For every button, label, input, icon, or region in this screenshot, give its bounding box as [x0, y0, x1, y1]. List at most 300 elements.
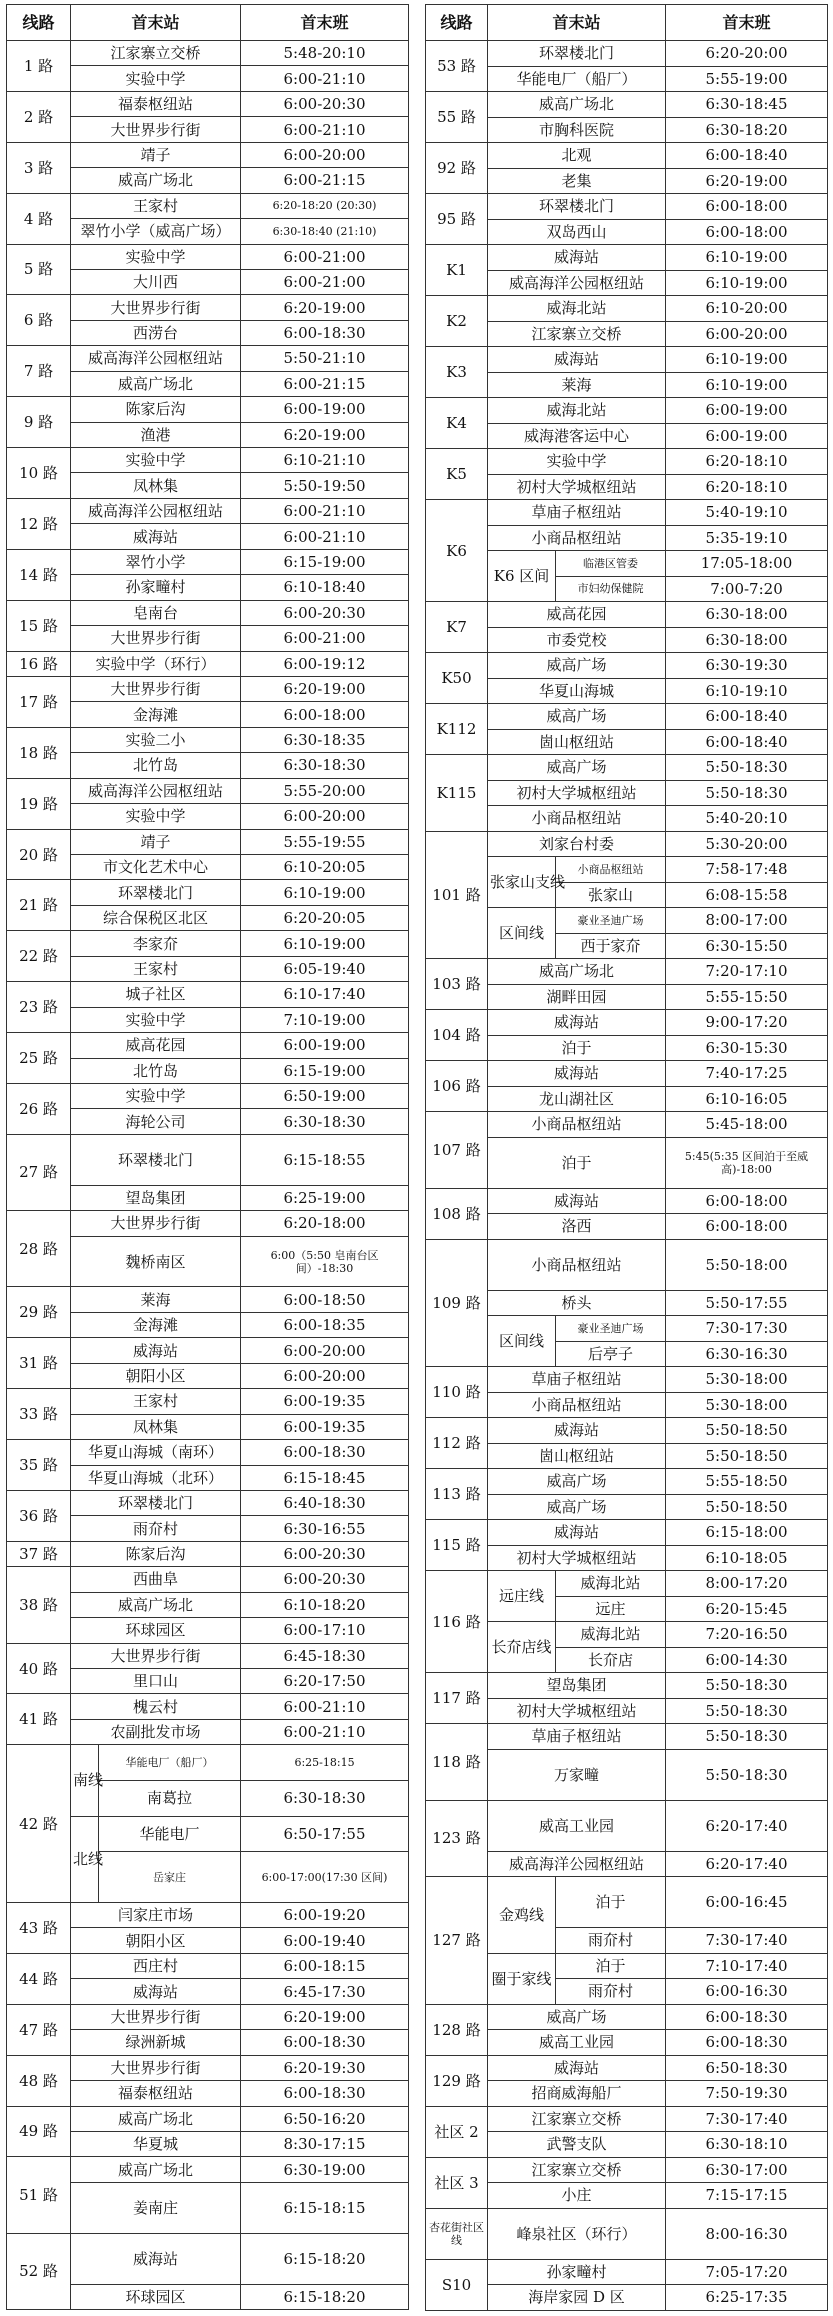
schedule-cell: 6:20-19:00 — [241, 676, 409, 701]
schedule-cell: 6:00-21:10 — [241, 1719, 409, 1744]
schedule-cell: 6:20-17:40 — [666, 1851, 828, 1877]
route-number: 115 路 — [426, 1520, 488, 1571]
schedule-cell: 西曲阜 — [71, 1567, 241, 1592]
table-row — [426, 2004, 828, 2030]
schedule-cell: 华夏山海城（南环） — [71, 1440, 241, 1465]
table-row — [7, 778, 409, 803]
schedule-cell: 6:20-18:10 — [666, 449, 828, 475]
schedule-cell: 江家寨立交桥 — [488, 321, 666, 347]
table-row — [426, 1520, 828, 1546]
table-row — [7, 1745, 409, 1781]
schedule-cell: 雨夼村 — [556, 1928, 666, 1954]
route-number: 43 路 — [7, 1903, 71, 1954]
schedule-cell: 闫家庄市场 — [71, 1903, 241, 1928]
schedule-cell: 远庄 — [556, 1596, 666, 1622]
route-branch: 南线 — [71, 1745, 99, 1816]
schedule-cell: 5:45-18:00 — [666, 1112, 828, 1138]
schedule-cell: 6:00-18:30 — [241, 2030, 409, 2055]
route-number: 104 路 — [426, 1010, 488, 1061]
schedule-cell: 杏花街社区线 — [426, 2208, 488, 2259]
schedule-cell: 长夼店 — [556, 1647, 666, 1673]
table-row — [426, 2157, 828, 2183]
schedule-cell: 6:00-18:00 — [666, 1188, 828, 1214]
schedule-cell: 威海站 — [71, 524, 241, 549]
schedule-cell: 6:00-16:30 — [666, 1979, 828, 2005]
schedule-cell: 7:20-16:50 — [666, 1622, 828, 1648]
schedule-cell: 6:00-18:15 — [241, 1953, 409, 1978]
route-number: K7 — [426, 602, 488, 653]
schedule-cell: 雨夼村 — [556, 1979, 666, 2005]
table-row — [7, 1211, 409, 1236]
table-row — [426, 831, 828, 857]
schedule-cell: 6:05-19:40 — [241, 956, 409, 981]
schedule-cell: 实验中学 — [71, 66, 241, 91]
schedule-cell: 5:50-18:00 — [666, 1239, 828, 1290]
table-row — [7, 346, 409, 371]
table-row — [426, 245, 828, 271]
schedule-cell: 大世界步行街 — [71, 117, 241, 142]
route-number: 14 路 — [7, 549, 71, 600]
table-row — [7, 1033, 409, 1058]
schedule-cell: 北竹岛 — [71, 753, 241, 778]
table-row — [7, 142, 409, 167]
schedule-cell: 魏桥南区 — [71, 1236, 241, 1287]
table-row — [426, 1188, 828, 1214]
table-row — [426, 1877, 828, 1928]
route-number: 109 路 — [426, 1239, 488, 1367]
schedule-cell: 区间线 — [488, 1316, 556, 1367]
schedule-cell: 6:50-16:20 — [241, 2106, 409, 2131]
schedule-cell: 6:10-21:10 — [241, 448, 409, 473]
schedule-cell: 6:10-18:05 — [666, 1545, 828, 1571]
table-row — [426, 602, 828, 628]
schedule-cell: 峰泉社区（环行） — [488, 2208, 666, 2259]
table-row — [426, 41, 828, 67]
schedule-cell: 17:05-18:00 — [666, 551, 828, 577]
schedule-cell: 环翠楼北门 — [71, 1134, 241, 1185]
route-number: 117 路 — [426, 1673, 488, 1724]
table-row — [426, 704, 828, 730]
table-row — [7, 982, 409, 1007]
schedule-cell: 6:10-19:10 — [666, 678, 828, 704]
table-row — [426, 1724, 828, 1750]
schedule-cell: 江家寨立交桥 — [488, 2157, 666, 2183]
schedule-cell: 皂南台 — [71, 600, 241, 625]
schedule-cell: 6:20-19:30 — [241, 2055, 409, 2080]
schedule-cell: 6:00-18:30 — [241, 320, 409, 345]
route-number: 10 路 — [7, 448, 71, 499]
route-number: 3 路 — [7, 142, 71, 193]
schedule-cell: 6:00-18:35 — [241, 1312, 409, 1337]
route-number: 112 路 — [426, 1418, 488, 1469]
table-row — [7, 2157, 409, 2182]
table-row — [7, 1643, 409, 1668]
table-row — [426, 500, 828, 526]
route-number: 47 路 — [7, 2004, 71, 2055]
route-number: 116 路 — [426, 1571, 488, 1673]
schedule-cell: 威海站 — [488, 1188, 666, 1214]
table-row — [7, 931, 409, 956]
schedule-cell: 6:10-18:20 — [241, 1592, 409, 1617]
schedule-cell: 6:30-18:35 — [241, 727, 409, 752]
schedule-cell: 威海北站 — [556, 1571, 666, 1597]
table-row — [7, 1490, 409, 1515]
schedule-cell: 6:00-19:00 — [241, 1033, 409, 1058]
schedule-cell: 6:00-19:20 — [241, 1903, 409, 1928]
schedule-cell: 5:55-19:00 — [666, 66, 828, 92]
table-row — [426, 398, 828, 424]
schedule-cell: 6:10-20:05 — [241, 855, 409, 880]
schedule-cell: 6:00-20:00 — [241, 1363, 409, 1388]
schedule-cell: 综合保税区北区 — [71, 905, 241, 930]
schedule-cell: 小商品枢纽站 — [488, 806, 666, 832]
header-route: 线路 — [426, 5, 488, 41]
schedule-table-left — [6, 4, 409, 2310]
schedule-cell: 威海站 — [488, 2055, 666, 2081]
schedule-cell: 6:30-15:50 — [666, 933, 828, 959]
schedule-cell: 望岛集团 — [71, 1185, 241, 1210]
table-row — [7, 1694, 409, 1719]
schedule-cell: 实验中学 — [71, 244, 241, 269]
schedule-cell: 大世界步行街 — [71, 2004, 241, 2029]
route-number: 52 路 — [7, 2233, 71, 2309]
schedule-cell: 5:50-17:55 — [666, 1290, 828, 1316]
schedule-cell: 环翠楼北门 — [71, 1490, 241, 1515]
schedule-cell: 环翠楼北门 — [488, 194, 666, 220]
schedule-cell: 6:00-21:00 — [241, 244, 409, 269]
schedule-cell: 6:30-16:30 — [666, 1341, 828, 1367]
schedule-cell: 望岛集团 — [488, 1673, 666, 1699]
table-row — [426, 2106, 828, 2132]
schedule-cell: 金鸡线 — [488, 1877, 556, 1954]
schedule-cell: 实验中学 — [71, 1007, 241, 1032]
schedule-cell: 6:00-17:00(17:30 区间) — [241, 1852, 409, 1903]
schedule-cell: 西庄村 — [71, 1953, 241, 1978]
table-row — [7, 880, 409, 905]
schedule-cell: 威海站 — [488, 1520, 666, 1546]
schedule-cell: 华能电厂（船厂） — [488, 66, 666, 92]
schedule-cell: 威海站 — [71, 2233, 241, 2284]
schedule-cell: 市委党校 — [488, 627, 666, 653]
schedule-cell: 6:10-19:00 — [666, 245, 828, 271]
route-number: 27 路 — [7, 1134, 71, 1210]
schedule-cell: 威高广场 — [488, 704, 666, 730]
schedule-cell: 5:55-15:50 — [666, 984, 828, 1010]
schedule-cell: 豪业圣迪广场 — [556, 908, 666, 934]
schedule-cell: 福泰枢纽站 — [71, 91, 241, 116]
schedule-cell: 6:30-18:20 — [666, 117, 828, 143]
schedule-cell: 威高广场 — [488, 1494, 666, 1520]
table-row — [426, 1673, 828, 1699]
table-row — [7, 244, 409, 269]
schedule-cell: 崮山枢纽站 — [488, 729, 666, 755]
schedule-cell: 6:25-19:00 — [241, 1185, 409, 1210]
route-number: 44 路 — [7, 1953, 71, 2004]
route-number: 37 路 — [7, 1541, 71, 1566]
schedule-cell: 张家山 — [556, 882, 666, 908]
schedule-cell: 6:00-21:00 — [241, 269, 409, 294]
schedule-cell: 6:30-19:00 — [241, 2157, 409, 2182]
route-number: 40 路 — [7, 1643, 71, 1694]
schedule-cell: 6:30-15:30 — [666, 1035, 828, 1061]
schedule-cell: 威高花园 — [488, 602, 666, 628]
schedule-cell: 威高广场北 — [71, 1592, 241, 1617]
table-row — [426, 1112, 828, 1138]
schedule-cell: 威高广场北 — [71, 371, 241, 396]
schedule-cell: 华能电厂 — [99, 1816, 241, 1852]
schedule-cell: 7:30-17:30 — [666, 1316, 828, 1342]
schedule-cell: 威海港客运中心 — [488, 423, 666, 449]
table-header-row — [426, 5, 828, 41]
schedule-cell: 小庄 — [488, 2183, 666, 2209]
schedule-cell: 孙家疃村 — [71, 575, 241, 600]
schedule-cell: 远庄线 — [488, 1571, 556, 1622]
schedule-cell: 6:00-20:30 — [241, 91, 409, 116]
route-number: K2 — [426, 296, 488, 347]
schedule-cell: 7:30-17:40 — [666, 1928, 828, 1954]
schedule-cell: 6:10-17:40 — [241, 982, 409, 1007]
table-row — [7, 1567, 409, 1592]
schedule-cell: 环翠楼北门 — [71, 880, 241, 905]
schedule-cell: 威高广场 — [488, 1469, 666, 1495]
table-row — [7, 295, 409, 320]
schedule-cell: 7:05-17:20 — [666, 2259, 828, 2285]
schedule-cell: 6:00-21:10 — [241, 1694, 409, 1719]
schedule-cell: 7:58-17:48 — [666, 857, 828, 883]
schedule-cell: 威海北站 — [488, 296, 666, 322]
schedule-cell: 6:00-18:50 — [241, 1287, 409, 1312]
schedule-cell: 威高广场 — [488, 653, 666, 679]
schedule-cell: 初村大学城枢纽站 — [488, 474, 666, 500]
schedule-cell: 湖畔田园 — [488, 984, 666, 1010]
schedule-cell: 6:25-17:35 — [666, 2285, 828, 2311]
route-branch: 北线 — [71, 1816, 99, 1902]
table-row — [426, 449, 828, 475]
schedule-cell: 威海站 — [488, 347, 666, 373]
schedule-cell: 6:15-18:45 — [241, 1465, 409, 1490]
route-number: 107 路 — [426, 1112, 488, 1189]
schedule-cell: 6:20-19:00 — [241, 2004, 409, 2029]
schedule-cell: 陈家后沟 — [71, 397, 241, 422]
schedule-cell: 草庙子枢纽站 — [488, 1367, 666, 1393]
route-number: K4 — [426, 398, 488, 449]
table-row — [7, 41, 409, 66]
schedule-cell: 5:55-19:55 — [241, 829, 409, 854]
route-number: 55 路 — [426, 92, 488, 143]
schedule-cell: 泊于 — [556, 1953, 666, 1979]
schedule-cell: 威高广场北 — [71, 168, 241, 193]
schedule-cell: 王家村 — [71, 956, 241, 981]
schedule-cell: 6:00-18:30 — [241, 2081, 409, 2106]
schedule-cell: 里口山 — [71, 1669, 241, 1694]
schedule-cell: 小商品枢纽站 — [488, 525, 666, 551]
schedule-cell: 刘家台村委 — [488, 831, 666, 857]
schedule-cell: 福泰枢纽站 — [71, 2081, 241, 2106]
schedule-cell: 5:50-21:10 — [241, 346, 409, 371]
schedule-cell: 靖子 — [71, 829, 241, 854]
table-row — [7, 2055, 409, 2080]
schedule-cell: 6:00-20:00 — [666, 321, 828, 347]
schedule-cell: 大世界步行街 — [71, 295, 241, 320]
table-row — [7, 1953, 409, 1978]
schedule-cell: 6:00-21:15 — [241, 168, 409, 193]
schedule-cell: 6:00-20:30 — [241, 1567, 409, 1592]
header-times: 首末班 — [666, 5, 828, 41]
schedule-cell: 洛西 — [488, 1214, 666, 1240]
schedule-cell: 威高花园 — [71, 1033, 241, 1058]
table-header-row — [7, 5, 409, 41]
schedule-cell: 6:00-18:00 — [666, 219, 828, 245]
schedule-cell: 5:50-18:50 — [666, 1418, 828, 1444]
schedule-cell: 老集 — [488, 168, 666, 194]
schedule-cell: 5:50-18:50 — [666, 1443, 828, 1469]
schedule-cell: 武警支队 — [488, 2132, 666, 2158]
route-number: 129 路 — [426, 2055, 488, 2106]
schedule-cell: 5:45(5:35 区间泊于至威高)-18:00 — [666, 1137, 828, 1188]
schedule-cell: 翠竹小学（威高广场） — [71, 219, 241, 244]
route-number: 113 路 — [426, 1469, 488, 1520]
header-stations: 首末站 — [488, 5, 666, 41]
schedule-cell: 小商品枢纽站 — [556, 857, 666, 883]
route-number: S10 — [426, 2259, 488, 2310]
schedule-cell: 5:50-18:30 — [666, 1698, 828, 1724]
schedule-cell: 5:50-18:30 — [666, 755, 828, 781]
schedule-cell: 6:15-18:15 — [241, 2182, 409, 2233]
schedule-cell: 6:00-21:10 — [241, 498, 409, 523]
table-row — [7, 1541, 409, 1566]
schedule-cell: 环翠楼北门 — [488, 41, 666, 67]
schedule-cell: 万家疃 — [488, 1749, 666, 1800]
table-row — [7, 1287, 409, 1312]
route-number: 4 路 — [7, 193, 71, 244]
schedule-cell: 姜南庄 — [71, 2182, 241, 2233]
schedule-cell: 实验中学 — [71, 448, 241, 473]
route-number: 103 路 — [426, 959, 488, 1010]
table-row — [426, 1418, 828, 1444]
schedule-cell: 6:30-18:30 — [241, 1109, 409, 1134]
schedule-cell: 长夼店线 — [488, 1622, 556, 1673]
header-times: 首末班 — [241, 5, 409, 41]
schedule-cell: 6:00-21:15 — [241, 371, 409, 396]
schedule-cell: 6:00-18:40 — [666, 704, 828, 730]
schedule-cell: 凤林集 — [71, 1414, 241, 1439]
schedule-cell: 6:20-20:05 — [241, 905, 409, 930]
schedule-cell: 威海站 — [488, 1061, 666, 1087]
schedule-cell: 9:00-17:20 — [666, 1010, 828, 1036]
schedule-cell: 6:15-18:55 — [241, 1134, 409, 1185]
schedule-cell: 8:00-17:20 — [666, 1571, 828, 1597]
schedule-cell: 威高广场北 — [71, 2106, 241, 2131]
route-number: 51 路 — [7, 2157, 71, 2233]
schedule-cell: 6:30-18:30 — [241, 1780, 409, 1816]
schedule-cell: 6:00-18:40 — [666, 729, 828, 755]
route-number: 7 路 — [7, 346, 71, 397]
route-number: 123 路 — [426, 1800, 488, 1877]
table-row — [7, 448, 409, 473]
schedule-cell: 大世界步行街 — [71, 676, 241, 701]
schedule-cell: 5:50-19:50 — [241, 473, 409, 498]
schedule-cell: 6:00-20:00 — [241, 804, 409, 829]
schedule-cell: 6:15-19:00 — [241, 549, 409, 574]
route-number: 127 路 — [426, 1877, 488, 2005]
schedule-cell: 6:00-20:30 — [241, 1541, 409, 1566]
schedule-cell: 6:20-15:45 — [666, 1596, 828, 1622]
schedule-cell: 5:50-18:30 — [666, 1749, 828, 1800]
table-row — [426, 1367, 828, 1393]
table-row — [7, 651, 409, 676]
schedule-cell: 7:50-19:30 — [666, 2081, 828, 2107]
schedule-cell: 6:30-19:30 — [666, 653, 828, 679]
schedule-cell: 7:10-19:00 — [241, 1007, 409, 1032]
schedule-cell: 市胸科医院 — [488, 117, 666, 143]
schedule-cell: 金海滩 — [71, 1312, 241, 1337]
schedule-cell: 6:00-17:10 — [241, 1618, 409, 1643]
route-number: 23 路 — [7, 982, 71, 1033]
schedule-cell: 大世界步行街 — [71, 626, 241, 651]
schedule-cell: 6:00-18:00 — [666, 1214, 828, 1240]
schedule-cell: 威高海洋公园枢纽站 — [71, 778, 241, 803]
route-number: 38 路 — [7, 1567, 71, 1643]
schedule-cell: 李家夼 — [71, 931, 241, 956]
table-row — [7, 549, 409, 574]
header-stations: 首末站 — [71, 5, 241, 41]
table-row — [426, 194, 828, 220]
schedule-cell: 8:00-17:00 — [666, 908, 828, 934]
schedule-cell: 5:55-18:50 — [666, 1469, 828, 1495]
route-number: 19 路 — [7, 778, 71, 829]
schedule-cell: 威高广场 — [488, 755, 666, 781]
schedule-cell: 金海滩 — [71, 702, 241, 727]
schedule-cell: 威高广场北 — [488, 959, 666, 985]
schedule-cell: 6:00-18:40 — [666, 143, 828, 169]
schedule-cell: 6:10-19:00 — [666, 347, 828, 373]
route-number: 社区 2 — [426, 2106, 488, 2157]
schedule-cell: 6:00-21:00 — [241, 626, 409, 651]
table-row — [7, 2106, 409, 2131]
schedule-cell: 华夏山海城 — [488, 678, 666, 704]
schedule-cell: 6:20-20:00 — [666, 41, 828, 67]
schedule-cell: 实验中学 — [71, 804, 241, 829]
schedule-cell: 6:25-18:15 — [241, 1745, 409, 1781]
schedule-cell: 岳家庄 — [99, 1852, 241, 1903]
schedule-cell: 6:00-16:45 — [666, 1877, 828, 1928]
schedule-cell: 6:08-15:58 — [666, 882, 828, 908]
table-row — [426, 1571, 828, 1597]
schedule-cell: 华夏城 — [71, 2131, 241, 2156]
schedule-cell: 泊于 — [488, 1137, 666, 1188]
schedule-cell: 5:30-20:00 — [666, 831, 828, 857]
schedule-cell: 招商威海船厂 — [488, 2081, 666, 2107]
route-number: 128 路 — [426, 2004, 488, 2055]
route-number: 5 路 — [7, 244, 71, 295]
table-row — [7, 498, 409, 523]
schedule-cell: 5:50-18:30 — [666, 1673, 828, 1699]
schedule-cell: 西于家夼 — [556, 933, 666, 959]
schedule-cell: 6:00-18:30 — [241, 1440, 409, 1465]
schedule-cell: 6:00-21:10 — [241, 117, 409, 142]
table-row — [426, 1800, 828, 1851]
route-number: 95 路 — [426, 194, 488, 245]
schedule-cell: 5:50-18:50 — [666, 1494, 828, 1520]
schedule-cell: 威高海洋公园枢纽站 — [71, 498, 241, 523]
route-number: 20 路 — [7, 829, 71, 880]
schedule-cell: 5:40-20:10 — [666, 806, 828, 832]
table-row — [426, 2055, 828, 2081]
route-number: 15 路 — [7, 600, 71, 651]
schedule-cell: 实验二小 — [71, 727, 241, 752]
schedule-cell: 6:30-16:55 — [241, 1516, 409, 1541]
schedule-cell: 6:00-18:00 — [666, 194, 828, 220]
